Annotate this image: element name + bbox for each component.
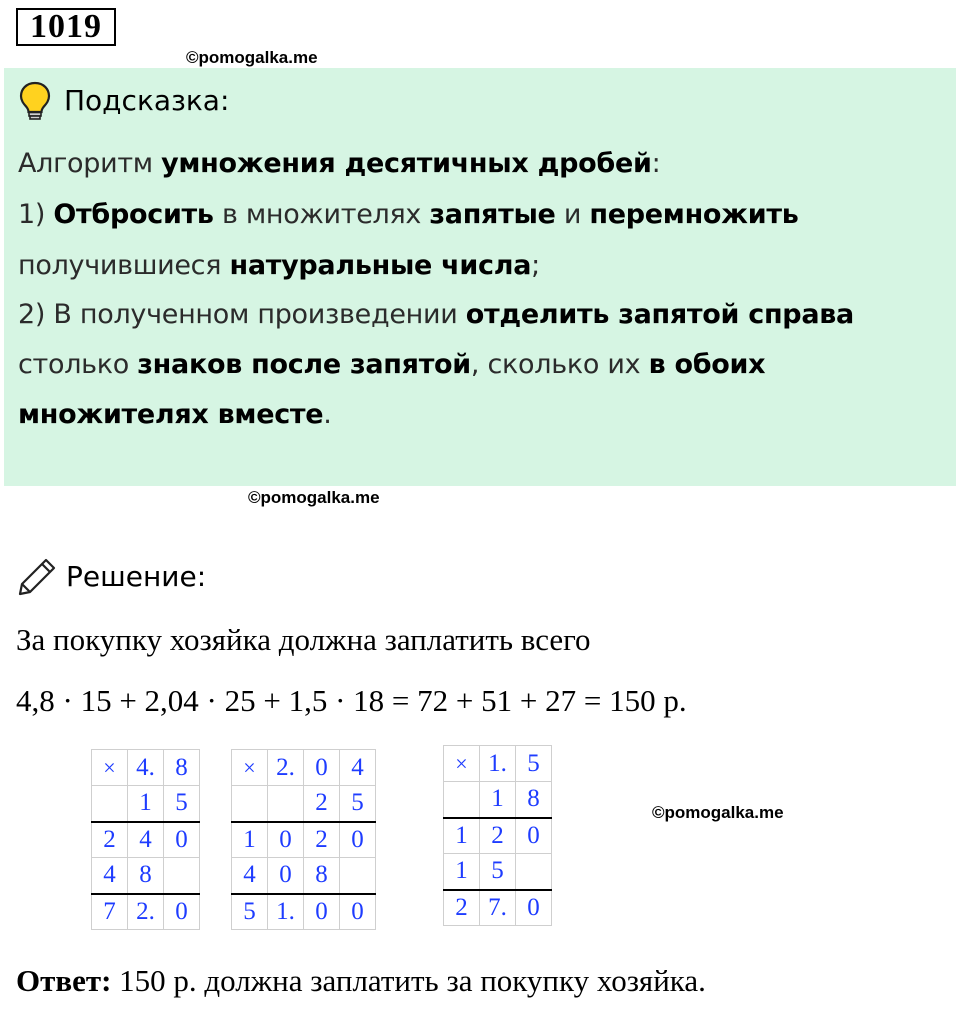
calc-cell	[340, 858, 376, 894]
hint-box	[4, 68, 956, 486]
calc-cell: 0	[304, 894, 340, 930]
calc-cell: 0	[304, 750, 340, 786]
hint-line	[18, 299, 854, 330]
calc-cell: 1	[444, 854, 480, 890]
answer	[16, 963, 706, 999]
calc-cell: 0	[268, 822, 304, 858]
calc-table-3	[443, 745, 552, 926]
calc-cell: 8	[304, 858, 340, 894]
calc-row	[232, 894, 376, 930]
calc-cell: 5	[480, 854, 516, 890]
answer-label: Ответ:	[16, 963, 112, 998]
hint-text: .	[323, 399, 332, 430]
hint-bold-text: в обоих	[648, 349, 766, 380]
hint-bold-text: множителях вместе	[18, 399, 324, 430]
calc-row	[444, 818, 552, 854]
multiply-sign: ×	[232, 750, 268, 786]
calc-cell: 5	[516, 746, 552, 782]
calc-cell: 2	[444, 890, 480, 926]
calc-cell	[92, 786, 128, 822]
hint-text: ;	[531, 250, 540, 281]
calc-cell: 8	[516, 782, 552, 818]
calc-row	[92, 822, 200, 858]
calc-row	[232, 750, 376, 786]
hint-text: получившиеся	[18, 250, 230, 281]
calc-cell: 0	[340, 822, 376, 858]
solution-text: За покупку хозяйка должна заплатить всего	[16, 622, 591, 657]
calc-cell: 1	[480, 782, 516, 818]
calc-row	[92, 894, 200, 930]
hint-text: в множителях	[213, 199, 430, 230]
calc-cell: 1.	[268, 894, 304, 930]
hint-text: Алгоритм	[18, 148, 162, 179]
calc-row	[444, 854, 552, 890]
hint-bold-text: запятые	[429, 199, 556, 230]
hint-bold-text: знаков после запятой	[137, 349, 471, 380]
calc-cell: 7.	[480, 890, 516, 926]
calc-cell: 4.	[128, 750, 164, 786]
watermark: ©pomogalka.me	[248, 488, 380, 507]
hint-line	[18, 399, 332, 430]
calc-cell: 5	[232, 894, 268, 930]
calc-cell: 4	[128, 822, 164, 858]
calc-cell: 0	[268, 858, 304, 894]
calc-cell: 2	[304, 786, 340, 822]
watermark: ©pomogalka.me	[652, 803, 784, 822]
calc-cell	[232, 786, 268, 822]
calc-cell: 7	[92, 894, 128, 930]
calc-cell: 2	[92, 822, 128, 858]
hint-bold-text: умножения десятичных дробей	[161, 148, 652, 179]
calc-cell	[164, 858, 200, 894]
calc-cell: 1	[232, 822, 268, 858]
calc-cell: 8	[128, 858, 164, 894]
problem-number: 1019	[16, 8, 116, 46]
calc-table-2	[231, 749, 376, 930]
calc-cell: 4	[92, 858, 128, 894]
calc-row	[444, 746, 552, 782]
solution-expression: 4,8 · 15 + 2,04 · 25 + 1,5 · 18 = 72 + 51 + 27 = 150 р.	[16, 683, 687, 718]
calc-cell: 1	[444, 818, 480, 854]
calc-row	[92, 786, 200, 822]
hint-bold-text: Отбросить	[53, 199, 214, 230]
watermark: ©pomogalka.me	[186, 48, 318, 67]
calc-row	[232, 786, 376, 822]
calc-table-1	[91, 749, 200, 930]
calc-cell	[268, 786, 304, 822]
hint-text: 2) В полученном произведении	[18, 299, 466, 330]
calc-cell: 2.	[128, 894, 164, 930]
hint-bold-text: перемножить	[589, 199, 799, 230]
calc-row	[92, 858, 200, 894]
hint-bold-text: отделить запятой справа	[465, 299, 854, 330]
calc-row	[232, 822, 376, 858]
calc-cell: 2	[304, 822, 340, 858]
calc-row	[444, 890, 552, 926]
calc-row	[232, 858, 376, 894]
lightbulb-icon	[18, 80, 52, 120]
hint-line	[18, 250, 540, 281]
calc-row	[92, 750, 200, 786]
calc-cell: 4	[232, 858, 268, 894]
answer-text: 150 р. должна заплатить за покупку хозяйка.	[111, 963, 706, 998]
calc-row	[444, 782, 552, 818]
calc-cell: 5	[164, 786, 200, 822]
hint-text: , сколько их	[470, 349, 649, 380]
multiply-sign: ×	[444, 746, 480, 782]
calc-cell: 0	[164, 894, 200, 930]
hint-text: столько	[18, 349, 138, 380]
hint-line	[18, 199, 798, 230]
hint-line	[18, 349, 765, 380]
calc-cell: 1.	[480, 746, 516, 782]
calc-cell: 0	[340, 894, 376, 930]
hint-title: Подсказка:	[64, 84, 230, 117]
calc-cell: 2.	[268, 750, 304, 786]
hint-text: 1)	[18, 199, 54, 230]
calc-cell: 8	[164, 750, 200, 786]
calc-cell	[516, 854, 552, 890]
calc-cell: 4	[340, 750, 376, 786]
calc-cell: 0	[516, 890, 552, 926]
calc-cell: 2	[480, 818, 516, 854]
pencil-icon	[16, 556, 58, 598]
calc-cell	[444, 782, 480, 818]
solution-title: Решение:	[66, 560, 207, 593]
calc-cell: 0	[516, 818, 552, 854]
hint-line	[18, 148, 660, 179]
calc-cell: 0	[164, 822, 200, 858]
calc-cell: 5	[340, 786, 376, 822]
hint-bold-text: натуральные числа	[229, 250, 532, 281]
multiply-sign: ×	[92, 750, 128, 786]
calc-cell: 1	[128, 786, 164, 822]
hint-text: и	[555, 199, 590, 230]
hint-text: :	[651, 148, 661, 179]
